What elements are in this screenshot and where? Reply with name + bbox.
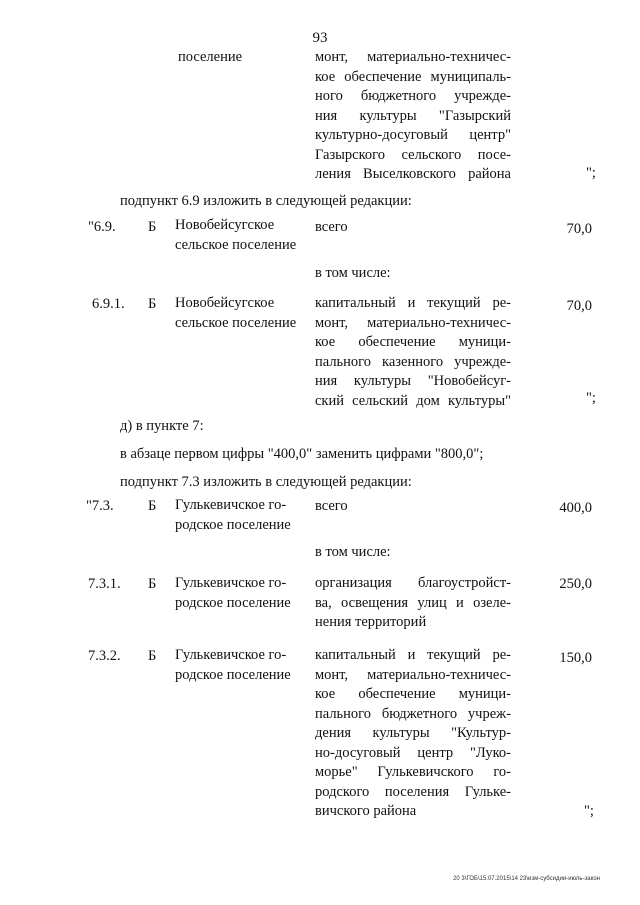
row-category: Б xyxy=(148,219,157,235)
closing-quote-mark: "; xyxy=(586,165,596,181)
page-number: 93 xyxy=(312,30,328,46)
desc-line: Газырского сельского посе- xyxy=(315,146,511,163)
row-description: всего xyxy=(315,219,348,235)
desc-line: монт, материально-техничес- xyxy=(315,49,511,65)
desc-line: кое обеспечение муници- xyxy=(315,686,511,702)
row-category: Б xyxy=(148,296,157,312)
name-line: Новобейсугское xyxy=(175,217,275,233)
row-code: 7.3.2. xyxy=(88,648,121,664)
desc-line: вичского района xyxy=(315,803,417,819)
desc-line: пального бюджетного учреж- xyxy=(315,705,511,722)
continuation-name: поселение xyxy=(178,49,243,65)
row-code: 7.3.1. xyxy=(88,576,121,592)
name-line: Гулькевичское го- xyxy=(175,575,287,591)
desc-line: морье" Гулькевичского го- xyxy=(315,764,511,780)
desc-line: капитальный и текущий ре- xyxy=(315,647,511,663)
desc-line: ский сельский дом культуры" xyxy=(315,392,511,409)
desc-line: капитальный и текущий ре- xyxy=(315,295,511,311)
name-line: Гулькевичское го- xyxy=(175,647,287,663)
row-description xyxy=(315,294,511,411)
closing-quote-mark: "; xyxy=(586,390,596,406)
name-line: сельское поселение xyxy=(175,314,297,331)
instruction-replace-figures: в абзаце первом цифры "400,0" заменить цифрами "800,0"; xyxy=(120,446,484,462)
desc-line: нения территорий xyxy=(315,614,427,630)
row-code: "7.3. xyxy=(86,498,114,514)
row-code: "6.9. xyxy=(88,219,116,235)
row-amount: 400,0 xyxy=(559,500,592,516)
row-code: 6.9.1. xyxy=(92,296,125,312)
desc-line: кое обеспечение муници- xyxy=(315,334,511,350)
row-amount: 250,0 xyxy=(559,576,592,592)
closing-quote-mark: "; xyxy=(584,803,594,819)
row-municipality xyxy=(175,574,291,613)
row-municipality xyxy=(175,294,296,333)
row-category: Б xyxy=(148,576,157,592)
row-description xyxy=(315,574,511,633)
row-municipality xyxy=(175,216,296,255)
continuation-description xyxy=(315,48,511,185)
row-description: всего xyxy=(315,498,348,514)
desc-line: ния культуры "Газырский xyxy=(315,107,511,124)
name-line: родское поселение xyxy=(175,666,291,683)
desc-line: дения культуры "Культур- xyxy=(315,725,511,741)
name-line: Гулькевичское го- xyxy=(175,497,287,513)
desc-line: пального казенного учрежде- xyxy=(315,353,511,370)
desc-line: но-досуговый центр "Луко- xyxy=(315,744,511,761)
row-amount: 70,0 xyxy=(566,221,592,237)
including-label: в том числе: xyxy=(315,265,391,281)
name-line: Новобейсугское xyxy=(175,295,275,311)
desc-line: организация благоустройст- xyxy=(315,575,511,591)
instruction-item-d: д) в пункте 7: xyxy=(120,418,204,434)
desc-line: культурно-досуговый центр" xyxy=(315,127,511,143)
desc-line: монт, материально-техничес- xyxy=(315,314,511,331)
name-line: родское поселение xyxy=(175,594,291,611)
desc-line: ния культуры "Новобейсуг- xyxy=(315,373,511,389)
row-description xyxy=(315,646,511,822)
name-line: сельское поселение xyxy=(175,236,297,253)
row-municipality xyxy=(175,646,291,685)
name-line: родское поселение xyxy=(175,516,291,533)
desc-line: ва, освещения улиц и озеле- xyxy=(315,594,511,611)
instruction-6-9: подпункт 6.9 изложить в следующей редакции: xyxy=(120,193,412,209)
instruction-7-3: подпункт 7.3 изложить в следующей редакции: xyxy=(120,474,412,490)
desc-line: монт, материально-техничес- xyxy=(315,666,511,683)
desc-line: кое обеспечение муниципаль- xyxy=(315,68,511,85)
row-category: Б xyxy=(148,648,157,664)
row-category: Б xyxy=(148,498,157,514)
footer-file-path: 20 3\ГОБ\15.07.2015\14 23\изм-субсидии-июль-закон xyxy=(453,876,600,882)
row-municipality xyxy=(175,496,291,535)
desc-line: родского поселения Гульке- xyxy=(315,783,511,800)
desc-line: ления Выселковского района xyxy=(315,166,511,182)
including-label: в том числе: xyxy=(315,544,391,560)
row-amount: 70,0 xyxy=(566,298,592,314)
desc-line: ного бюджетного учрежде- xyxy=(315,88,511,104)
row-amount: 150,0 xyxy=(559,650,592,666)
